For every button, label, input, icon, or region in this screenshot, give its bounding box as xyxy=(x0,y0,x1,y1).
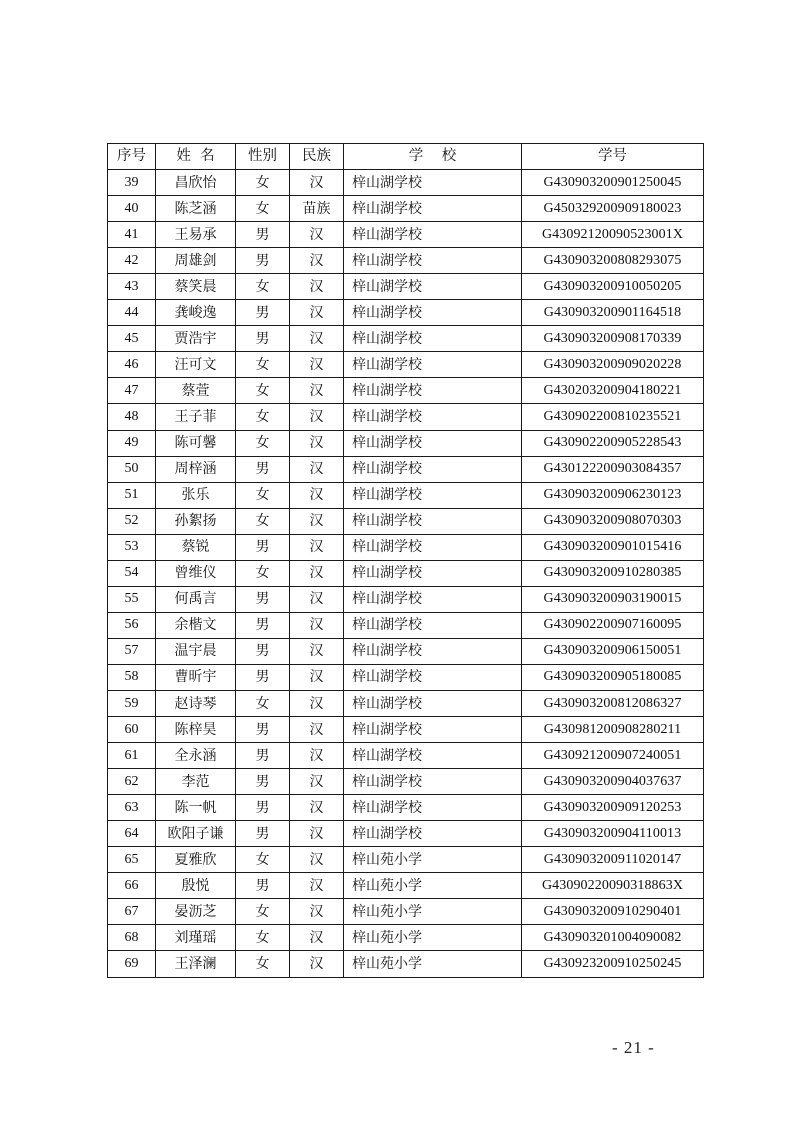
cell-gender: 男 xyxy=(236,743,290,769)
cell-ethnicity: 汉 xyxy=(290,769,344,795)
header-gender: 性别 xyxy=(236,144,290,170)
cell-name: 陈一帆 xyxy=(156,795,236,821)
header-school: 学 校 xyxy=(344,144,522,170)
cell-seq: 66 xyxy=(108,873,156,899)
cell-student-id: G430903200901015416 xyxy=(522,534,704,560)
cell-student-id: G430903200901250045 xyxy=(522,170,704,196)
cell-student-id: G43092120090523001X xyxy=(522,222,704,248)
cell-seq: 54 xyxy=(108,560,156,586)
cell-ethnicity: 汉 xyxy=(290,795,344,821)
cell-school: 梓山湖学校 xyxy=(344,690,522,716)
cell-seq: 51 xyxy=(108,482,156,508)
cell-student-id: G430903200901164518 xyxy=(522,300,704,326)
cell-gender: 女 xyxy=(236,170,290,196)
cell-student-id: G430903200903190015 xyxy=(522,586,704,612)
cell-gender: 男 xyxy=(236,795,290,821)
cell-ethnicity: 汉 xyxy=(290,508,344,534)
cell-school: 梓山苑小学 xyxy=(344,847,522,873)
cell-seq: 45 xyxy=(108,326,156,352)
cell-seq: 47 xyxy=(108,378,156,404)
cell-school: 梓山湖学校 xyxy=(344,795,522,821)
cell-seq: 62 xyxy=(108,769,156,795)
cell-name: 全永涵 xyxy=(156,743,236,769)
cell-ethnicity: 汉 xyxy=(290,951,344,977)
cell-ethnicity: 汉 xyxy=(290,326,344,352)
cell-student-id: G430902200810235521 xyxy=(522,404,704,430)
cell-gender: 男 xyxy=(236,534,290,560)
cell-seq: 42 xyxy=(108,248,156,274)
cell-ethnicity: 汉 xyxy=(290,925,344,951)
cell-name: 汪可文 xyxy=(156,352,236,378)
cell-gender: 男 xyxy=(236,300,290,326)
cell-name: 曹昕宇 xyxy=(156,664,236,690)
table-row xyxy=(108,196,704,222)
cell-school: 梓山湖学校 xyxy=(344,404,522,430)
cell-student-id: G430903200911020147 xyxy=(522,847,704,873)
cell-name: 蔡萱 xyxy=(156,378,236,404)
cell-student-id: G430903200910050205 xyxy=(522,274,704,300)
cell-name: 蔡锐 xyxy=(156,534,236,560)
cell-school: 梓山苑小学 xyxy=(344,951,522,977)
header-ethnicity: 民族 xyxy=(290,144,344,170)
table-row xyxy=(108,430,704,456)
student-roster-table xyxy=(107,143,704,978)
cell-ethnicity: 汉 xyxy=(290,664,344,690)
table-row xyxy=(108,925,704,951)
cell-ethnicity: 汉 xyxy=(290,717,344,743)
cell-seq: 69 xyxy=(108,951,156,977)
table-row xyxy=(108,612,704,638)
cell-name: 王子菲 xyxy=(156,404,236,430)
cell-school: 梓山湖学校 xyxy=(344,508,522,534)
cell-gender: 男 xyxy=(236,664,290,690)
cell-school: 梓山湖学校 xyxy=(344,638,522,664)
cell-ethnicity: 汉 xyxy=(290,612,344,638)
cell-student-id: G430903200904037637 xyxy=(522,769,704,795)
cell-school: 梓山湖学校 xyxy=(344,456,522,482)
cell-student-id: G450329200909180023 xyxy=(522,196,704,222)
header-seq: 序号 xyxy=(108,144,156,170)
table-row xyxy=(108,534,704,560)
cell-ethnicity: 汉 xyxy=(290,586,344,612)
table-row xyxy=(108,638,704,664)
cell-school: 梓山苑小学 xyxy=(344,873,522,899)
table-row xyxy=(108,821,704,847)
cell-ethnicity: 汉 xyxy=(290,404,344,430)
cell-school: 梓山湖学校 xyxy=(344,378,522,404)
cell-school: 梓山湖学校 xyxy=(344,170,522,196)
cell-ethnicity: 汉 xyxy=(290,560,344,586)
table-row xyxy=(108,899,704,925)
cell-ethnicity: 汉 xyxy=(290,430,344,456)
cell-gender: 男 xyxy=(236,222,290,248)
cell-gender: 男 xyxy=(236,456,290,482)
cell-student-id: G430903200906230123 xyxy=(522,482,704,508)
table-header-row xyxy=(108,144,704,170)
cell-student-id: G430923200910250245 xyxy=(522,951,704,977)
cell-gender: 女 xyxy=(236,430,290,456)
cell-student-id: G430903200910280385 xyxy=(522,560,704,586)
table-row xyxy=(108,300,704,326)
cell-seq: 39 xyxy=(108,170,156,196)
cell-name: 昌欣怡 xyxy=(156,170,236,196)
cell-school: 梓山湖学校 xyxy=(344,743,522,769)
cell-school: 梓山湖学校 xyxy=(344,534,522,560)
cell-gender: 男 xyxy=(236,769,290,795)
cell-name: 殷悦 xyxy=(156,873,236,899)
cell-seq: 61 xyxy=(108,743,156,769)
cell-ethnicity: 汉 xyxy=(290,482,344,508)
cell-gender: 男 xyxy=(236,248,290,274)
cell-seq: 50 xyxy=(108,456,156,482)
cell-name: 蔡笑晨 xyxy=(156,274,236,300)
cell-school: 梓山苑小学 xyxy=(344,925,522,951)
table-row xyxy=(108,248,704,274)
cell-student-id: G430903200904110013 xyxy=(522,821,704,847)
table-row xyxy=(108,326,704,352)
cell-gender: 女 xyxy=(236,847,290,873)
cell-ethnicity: 苗族 xyxy=(290,196,344,222)
cell-student-id: G430203200904180221 xyxy=(522,378,704,404)
cell-name: 孙絮扬 xyxy=(156,508,236,534)
table-row xyxy=(108,951,704,977)
header-name: 姓 名 xyxy=(156,144,236,170)
cell-school: 梓山湖学校 xyxy=(344,274,522,300)
cell-seq: 48 xyxy=(108,404,156,430)
cell-student-id: G430903200906150051 xyxy=(522,638,704,664)
table-row xyxy=(108,222,704,248)
table-body xyxy=(108,170,704,977)
table-row xyxy=(108,586,704,612)
cell-seq: 60 xyxy=(108,717,156,743)
cell-ethnicity: 汉 xyxy=(290,300,344,326)
cell-name: 曾维仪 xyxy=(156,560,236,586)
cell-student-id: G430903200908170339 xyxy=(522,326,704,352)
cell-ethnicity: 汉 xyxy=(290,352,344,378)
cell-seq: 53 xyxy=(108,534,156,560)
cell-school: 梓山湖学校 xyxy=(344,248,522,274)
cell-student-id: G430902200907160095 xyxy=(522,612,704,638)
cell-name: 张乐 xyxy=(156,482,236,508)
cell-seq: 55 xyxy=(108,586,156,612)
cell-gender: 女 xyxy=(236,352,290,378)
cell-name: 余楷文 xyxy=(156,612,236,638)
cell-ethnicity: 汉 xyxy=(290,743,344,769)
table-row xyxy=(108,664,704,690)
cell-seq: 58 xyxy=(108,664,156,690)
cell-name: 陈梓昊 xyxy=(156,717,236,743)
cell-student-id: G43090220090318863X xyxy=(522,873,704,899)
cell-seq: 68 xyxy=(108,925,156,951)
table-row xyxy=(108,508,704,534)
cell-gender: 男 xyxy=(236,638,290,664)
cell-name: 刘瑾瑶 xyxy=(156,925,236,951)
cell-ethnicity: 汉 xyxy=(290,222,344,248)
cell-gender: 男 xyxy=(236,821,290,847)
table-row xyxy=(108,847,704,873)
cell-gender: 女 xyxy=(236,378,290,404)
cell-school: 梓山湖学校 xyxy=(344,482,522,508)
table-row xyxy=(108,690,704,716)
cell-student-id: G430903200909020228 xyxy=(522,352,704,378)
cell-student-id: G430903200808293075 xyxy=(522,248,704,274)
cell-student-id: G430903200812086327 xyxy=(522,690,704,716)
cell-name: 欧阳子谦 xyxy=(156,821,236,847)
cell-seq: 56 xyxy=(108,612,156,638)
cell-seq: 59 xyxy=(108,690,156,716)
cell-gender: 男 xyxy=(236,717,290,743)
table-row xyxy=(108,769,704,795)
cell-school: 梓山湖学校 xyxy=(344,300,522,326)
cell-seq: 44 xyxy=(108,300,156,326)
cell-seq: 57 xyxy=(108,638,156,664)
table-row xyxy=(108,404,704,430)
cell-school: 梓山湖学校 xyxy=(344,612,522,638)
cell-ethnicity: 汉 xyxy=(290,821,344,847)
cell-gender: 女 xyxy=(236,482,290,508)
cell-name: 夏雅欣 xyxy=(156,847,236,873)
table-row xyxy=(108,456,704,482)
cell-seq: 65 xyxy=(108,847,156,873)
cell-ethnicity: 汉 xyxy=(290,456,344,482)
cell-name: 王泽澜 xyxy=(156,951,236,977)
cell-gender: 女 xyxy=(236,899,290,925)
cell-seq: 52 xyxy=(108,508,156,534)
cell-gender: 男 xyxy=(236,326,290,352)
cell-school: 梓山湖学校 xyxy=(344,821,522,847)
cell-ethnicity: 汉 xyxy=(290,274,344,300)
cell-name: 贾浩宇 xyxy=(156,326,236,352)
cell-school: 梓山湖学校 xyxy=(344,430,522,456)
cell-gender: 女 xyxy=(236,404,290,430)
cell-student-id: G430903200908070303 xyxy=(522,508,704,534)
cell-gender: 男 xyxy=(236,586,290,612)
table-row xyxy=(108,743,704,769)
cell-ethnicity: 汉 xyxy=(290,847,344,873)
cell-gender: 女 xyxy=(236,560,290,586)
cell-gender: 女 xyxy=(236,196,290,222)
cell-name: 陈可馨 xyxy=(156,430,236,456)
cell-name: 晏沥芝 xyxy=(156,899,236,925)
cell-school: 梓山湖学校 xyxy=(344,586,522,612)
cell-student-id: G430903200909120253 xyxy=(522,795,704,821)
cell-name: 龚峻逸 xyxy=(156,300,236,326)
cell-name: 赵诗琴 xyxy=(156,690,236,716)
cell-student-id: G430122200903084357 xyxy=(522,456,704,482)
cell-seq: 40 xyxy=(108,196,156,222)
table-row xyxy=(108,560,704,586)
cell-student-id: G430903200905180085 xyxy=(522,664,704,690)
table-row xyxy=(108,873,704,899)
cell-gender: 女 xyxy=(236,274,290,300)
cell-ethnicity: 汉 xyxy=(290,873,344,899)
cell-name: 温宇晨 xyxy=(156,638,236,664)
table-row xyxy=(108,170,704,196)
cell-gender: 女 xyxy=(236,951,290,977)
cell-student-id: G430903201004090082 xyxy=(522,925,704,951)
cell-school: 梓山湖学校 xyxy=(344,352,522,378)
cell-student-id: G430903200910290401 xyxy=(522,899,704,925)
cell-school: 梓山湖学校 xyxy=(344,326,522,352)
cell-gender: 女 xyxy=(236,690,290,716)
cell-gender: 女 xyxy=(236,508,290,534)
cell-name: 周梓涵 xyxy=(156,456,236,482)
table-row xyxy=(108,717,704,743)
cell-seq: 67 xyxy=(108,899,156,925)
cell-ethnicity: 汉 xyxy=(290,378,344,404)
cell-student-id: G430981200908280211 xyxy=(522,717,704,743)
cell-seq: 63 xyxy=(108,795,156,821)
table-row xyxy=(108,482,704,508)
cell-ethnicity: 汉 xyxy=(290,690,344,716)
page-number: - 21 - xyxy=(612,1038,655,1057)
cell-seq: 49 xyxy=(108,430,156,456)
cell-school: 梓山湖学校 xyxy=(344,196,522,222)
cell-name: 何禹言 xyxy=(156,586,236,612)
cell-gender: 男 xyxy=(236,612,290,638)
cell-ethnicity: 汉 xyxy=(290,899,344,925)
cell-school: 梓山湖学校 xyxy=(344,222,522,248)
cell-seq: 43 xyxy=(108,274,156,300)
cell-student-id: G430902200905228543 xyxy=(522,430,704,456)
cell-gender: 男 xyxy=(236,873,290,899)
table-row xyxy=(108,795,704,821)
cell-name: 周雄剑 xyxy=(156,248,236,274)
cell-name: 李范 xyxy=(156,769,236,795)
cell-name: 陈芝涵 xyxy=(156,196,236,222)
cell-gender: 女 xyxy=(236,925,290,951)
table-row xyxy=(108,378,704,404)
cell-seq: 46 xyxy=(108,352,156,378)
cell-school: 梓山湖学校 xyxy=(344,560,522,586)
cell-seq: 41 xyxy=(108,222,156,248)
cell-ethnicity: 汉 xyxy=(290,534,344,560)
cell-school: 梓山苑小学 xyxy=(344,899,522,925)
cell-school: 梓山湖学校 xyxy=(344,664,522,690)
cell-school: 梓山湖学校 xyxy=(344,769,522,795)
cell-seq: 64 xyxy=(108,821,156,847)
table-row xyxy=(108,274,704,300)
cell-ethnicity: 汉 xyxy=(290,638,344,664)
cell-ethnicity: 汉 xyxy=(290,170,344,196)
cell-student-id: G430921200907240051 xyxy=(522,743,704,769)
cell-school: 梓山湖学校 xyxy=(344,717,522,743)
header-student-id: 学号 xyxy=(522,144,704,170)
table-row xyxy=(108,352,704,378)
cell-ethnicity: 汉 xyxy=(290,248,344,274)
cell-name: 王易承 xyxy=(156,222,236,248)
